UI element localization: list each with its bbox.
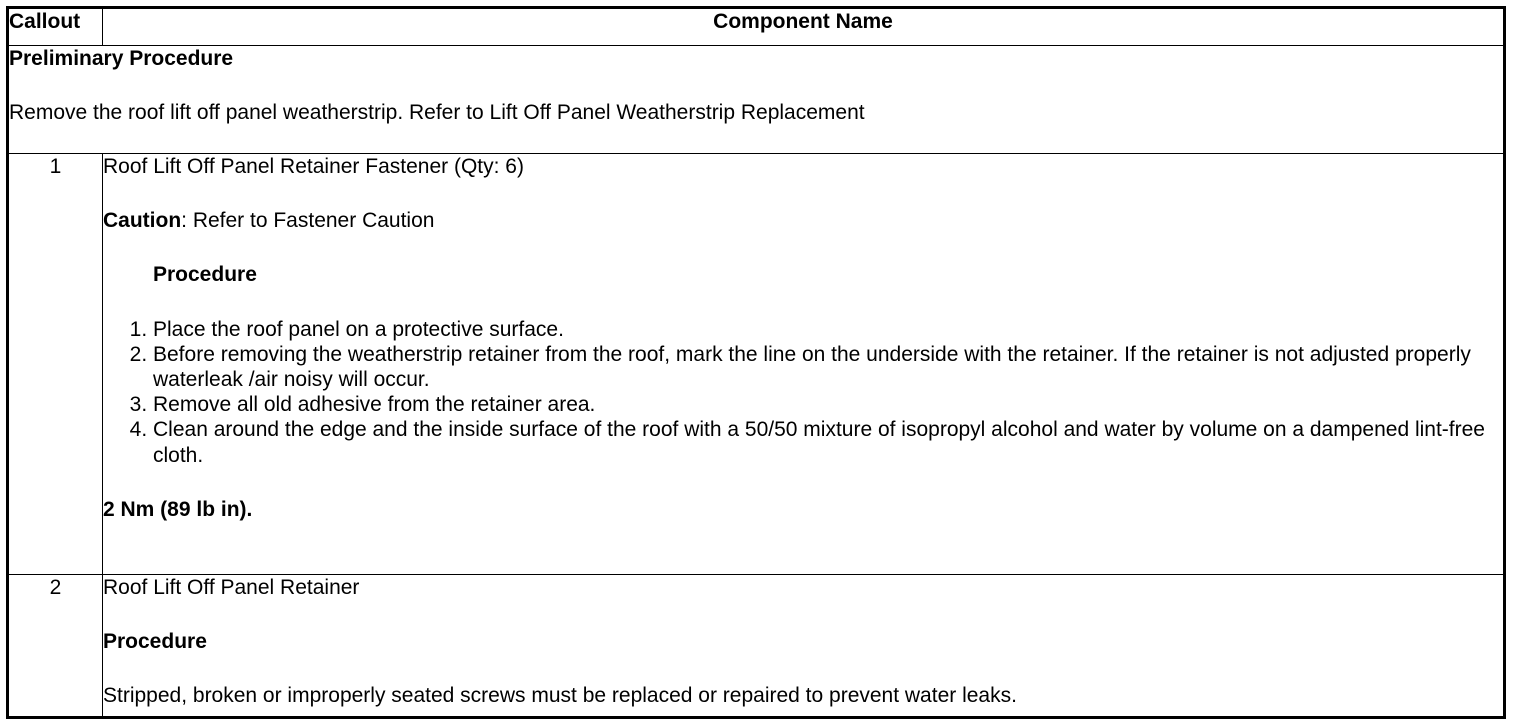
preliminary-row bbox=[8, 46, 1505, 154]
procedure-step: 1. Place the roof panel on a protective surface. bbox=[153, 317, 1503, 342]
caution-line bbox=[103, 208, 1503, 233]
callout-number: 2 bbox=[8, 575, 103, 718]
table-header-row bbox=[8, 8, 1505, 46]
component-name: Roof Lift Off Panel Retainer bbox=[103, 576, 360, 599]
header-callout: Callout bbox=[8, 8, 103, 46]
procedure-heading: Procedure bbox=[103, 630, 207, 654]
caution-text: : Refer to Fastener Caution bbox=[181, 209, 435, 233]
procedure-step: 3. Remove all old adhesive from the retainer area. bbox=[153, 392, 1503, 417]
callout-number: 1 bbox=[8, 154, 103, 575]
procedure-steps bbox=[103, 317, 1503, 468]
preliminary-title: Preliminary Procedure bbox=[9, 47, 234, 70]
procedure-heading: Procedure bbox=[153, 263, 257, 287]
preliminary-cell bbox=[8, 46, 1505, 154]
preliminary-text: Remove the roof lift off panel weatherstrip. Refer to Lift Off Panel Weatherstrip Replacement bbox=[9, 101, 865, 125]
table-row bbox=[8, 154, 1505, 575]
component-name: Roof Lift Off Panel Retainer Fastener (Qty: 6) bbox=[103, 155, 524, 178]
procedure-note: Stripped, broken or improperly seated screws must be replaced or repaired to prevent water leaks. bbox=[103, 684, 1017, 708]
torque-spec: 2 Nm (89 lb in). bbox=[103, 497, 253, 521]
caution-label: Caution bbox=[103, 209, 182, 233]
component-cell bbox=[103, 154, 1505, 575]
header-component-name: Component Name bbox=[103, 8, 1505, 46]
component-cell bbox=[103, 575, 1505, 718]
procedure-step: 2. Before removing the weatherstrip retainer from the roof, mark the line on the underside with the retainer. If the retainer is not adjusted properly waterleak /air noisy will occur. bbox=[153, 342, 1503, 392]
table-row bbox=[8, 575, 1505, 718]
procedure-table bbox=[6, 6, 1506, 719]
procedure-step: 4. Clean around the edge and the inside surface of the roof with a 50/50 mixture of isopropyl alcohol and water by volume on a dampened lint-free cloth. bbox=[153, 417, 1503, 467]
